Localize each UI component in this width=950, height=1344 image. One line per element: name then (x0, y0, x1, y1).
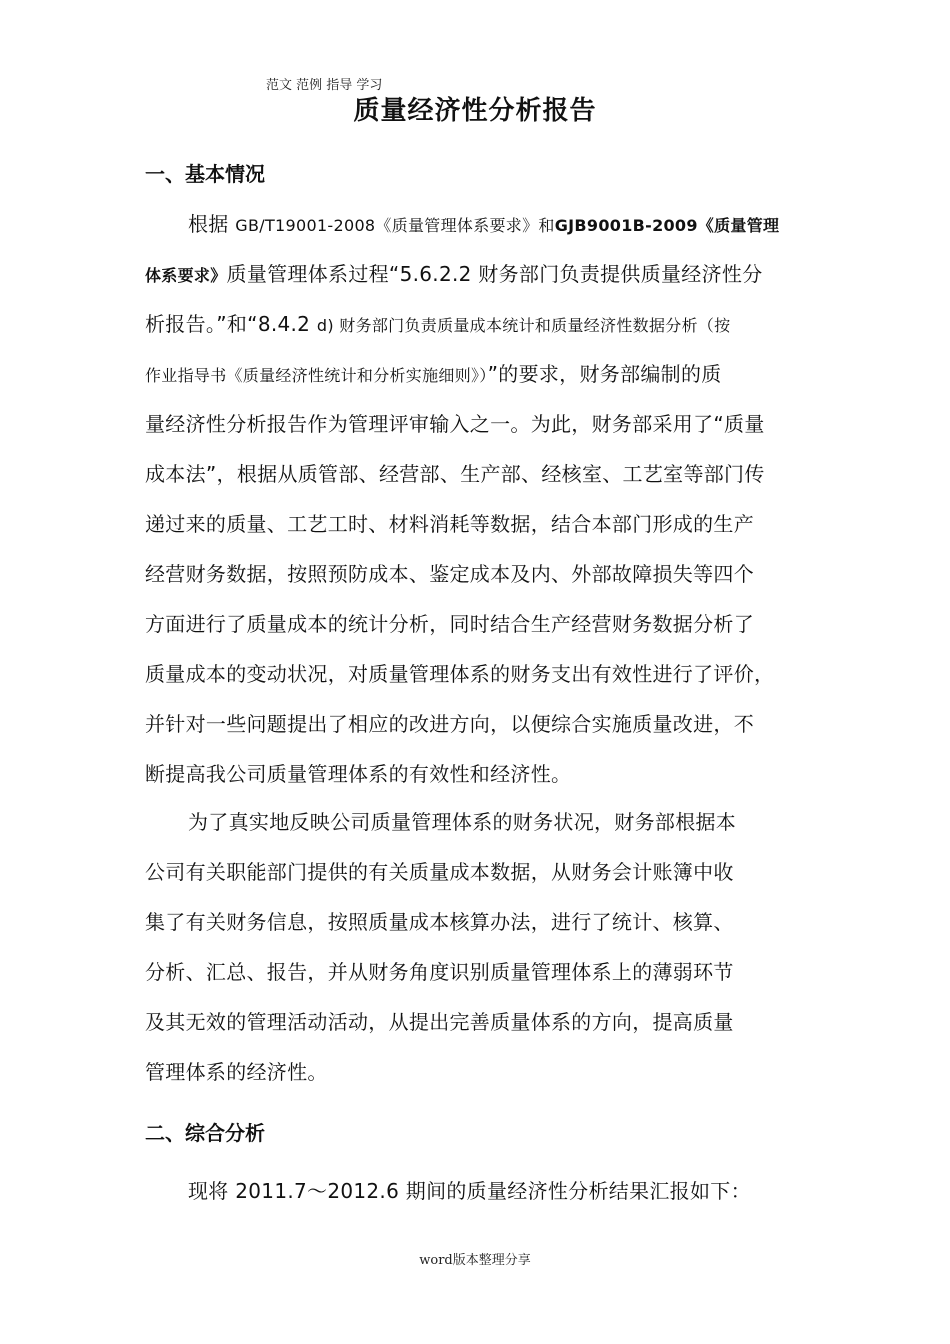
paragraph-line: 根据 GB/T19001-2008《质量管理体系要求》和GJB9001B-2009《质量管理 (188, 212, 780, 236)
paragraph-line: 公司有关职能部门提供的有关质量成本数据，从财务会计账簿中收 (145, 860, 734, 884)
paragraph-line: 管理体系的经济性。 (145, 1060, 328, 1084)
paragraph-line: 作业指导书《质量经济性统计和分析实施细则》）”的要求，财务部编制的质 (145, 362, 722, 386)
paragraph-line: 分析、汇总、报告，并从财务角度识别质量管理体系上的薄弱环节 (145, 960, 734, 984)
footer-note: word版本整理分享 (419, 1253, 531, 1268)
paragraph-line: 断提高我公司质量管理体系的有效性和经济性。 (145, 762, 572, 786)
document-title: 质量经济性分析报告 (353, 96, 597, 126)
paragraph-line: 析报告。”和“8.4.2 d) 财务部门负责质量成本统计和质量经济性数据分析（按 (145, 312, 731, 336)
paragraph-line: 成本法”，根据从质管部、经营部、生产部、经核室、工艺室等部门传 (145, 462, 765, 486)
paragraph-line: 并针对一些问题提出了相应的改进方向，以便综合实施质量改进，不 (145, 712, 754, 736)
paragraph-line: 为了真实地反映公司质量管理体系的财务状况，财务部根据本 (188, 810, 737, 834)
paragraph-line: 及其无效的管理活动活动，从提出完善质量体系的方向，提高质量 (145, 1010, 734, 1034)
paragraph-line: 递过来的质量、工艺工时、材料消耗等数据，结合本部门形成的生产 (145, 512, 754, 536)
paragraph-line: 量经济性分析报告作为管理评审输入之一。为此，财务部采用了“质量 (145, 412, 765, 436)
paragraph-line: 现将 2011.7～2012.6 期间的质量经济性分析结果汇报如下： (188, 1179, 751, 1203)
section-heading-basic: 一、基本情况 (145, 162, 265, 186)
paragraph-line: 方面进行了质量成本的统计分析，同时结合生产经营财务数据分析了 (145, 612, 754, 636)
paragraph-line: 经营财务数据，按照预防成本、鉴定成本及内、外部故障损失等四个 (145, 562, 754, 586)
paragraph-line: 质量成本的变动状况，对质量管理体系的财务支出有效性进行了评价， (145, 662, 775, 686)
header-note: 范文 范例 指导 学习 (266, 78, 383, 93)
paragraph-line: 集了有关财务信息，按照质量成本核算办法，进行了统计、核算、 (145, 910, 734, 934)
paragraph-line: 体系要求》质量管理体系过程“5.6.2.2 财务部门负责提供质量经济性分 (145, 262, 763, 286)
section-heading-analysis: 二、综合分析 (145, 1121, 265, 1145)
